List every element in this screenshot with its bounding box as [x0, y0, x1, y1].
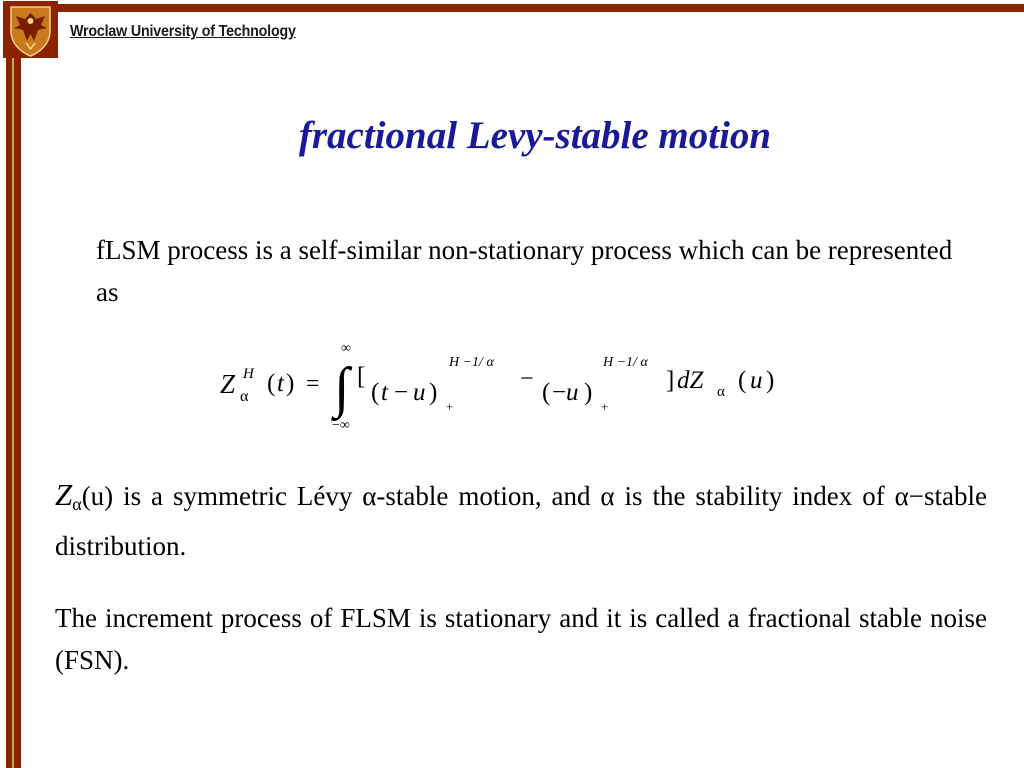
- increment-process-paragraph: The increment process of FLSM is stationary and it is called a fractional stable noise (FSN).: [55, 603, 987, 675]
- term1-plus-subscript: +: [446, 399, 454, 414]
- term2-plus-subscript: +: [601, 399, 609, 414]
- university-eagle-crest-icon: [3, 1, 58, 58]
- dZ-alpha-subscript: α: [717, 384, 725, 400]
- formula-u: u: [750, 367, 763, 394]
- formula-paren-close: ): [286, 370, 295, 397]
- term2-paren-open: (: [542, 379, 551, 406]
- integral-upper-limit: ∞: [341, 341, 351, 356]
- levy-motion-paragraph: [55, 474, 987, 567]
- term1-exponent: H −1/ α: [449, 355, 494, 370]
- levy-motion-text: (u) is a symmetric Lévy α-stable motion, and α is the stability index of α−stable distribution.: [55, 481, 987, 561]
- term2-paren-close: ): [584, 379, 593, 406]
- slide-title: fractional Levy-stable motion: [298, 114, 772, 157]
- formula-alpha-subscript: α: [240, 388, 249, 405]
- term2-minus: −: [552, 379, 567, 406]
- flsm-formula: [210, 338, 810, 438]
- integral-lower-limit: −∞: [332, 418, 350, 433]
- intro-text: fLSM process is a self-similar non-stationary process which can be represented as: [96, 235, 953, 307]
- formula-Z: Z: [220, 369, 236, 399]
- u-paren-close: ): [766, 367, 775, 394]
- term1-paren-open: (: [371, 379, 380, 406]
- top-frame-bar: [58, 4, 1024, 12]
- alpha-subscript: α: [72, 494, 82, 514]
- term1-t: t: [381, 379, 388, 406]
- term2-u: u: [566, 379, 579, 406]
- left-frame-bar-inner: [14, 58, 21, 768]
- term1-u: u: [413, 379, 426, 406]
- formula-t: t: [277, 370, 284, 397]
- integral-sign: ∫: [334, 357, 350, 419]
- z-symbol: Z: [55, 477, 73, 512]
- formula-bracket-close: ]: [666, 367, 675, 394]
- university-name: Wroclaw University of Technology: [70, 23, 296, 40]
- formula-H-superscript: H: [243, 366, 254, 382]
- term1-minus: −: [394, 379, 409, 406]
- formula-minus: −: [520, 366, 534, 392]
- formula-dZ: dZ: [677, 367, 704, 394]
- formula-paren-open: (: [267, 370, 276, 397]
- formula-equals: =: [306, 371, 320, 397]
- term1-paren-close: ): [429, 379, 438, 406]
- term2-exponent: H −1/ α: [603, 355, 648, 370]
- formula-bracket-open: [: [357, 363, 366, 390]
- u-paren-open: (: [738, 367, 747, 394]
